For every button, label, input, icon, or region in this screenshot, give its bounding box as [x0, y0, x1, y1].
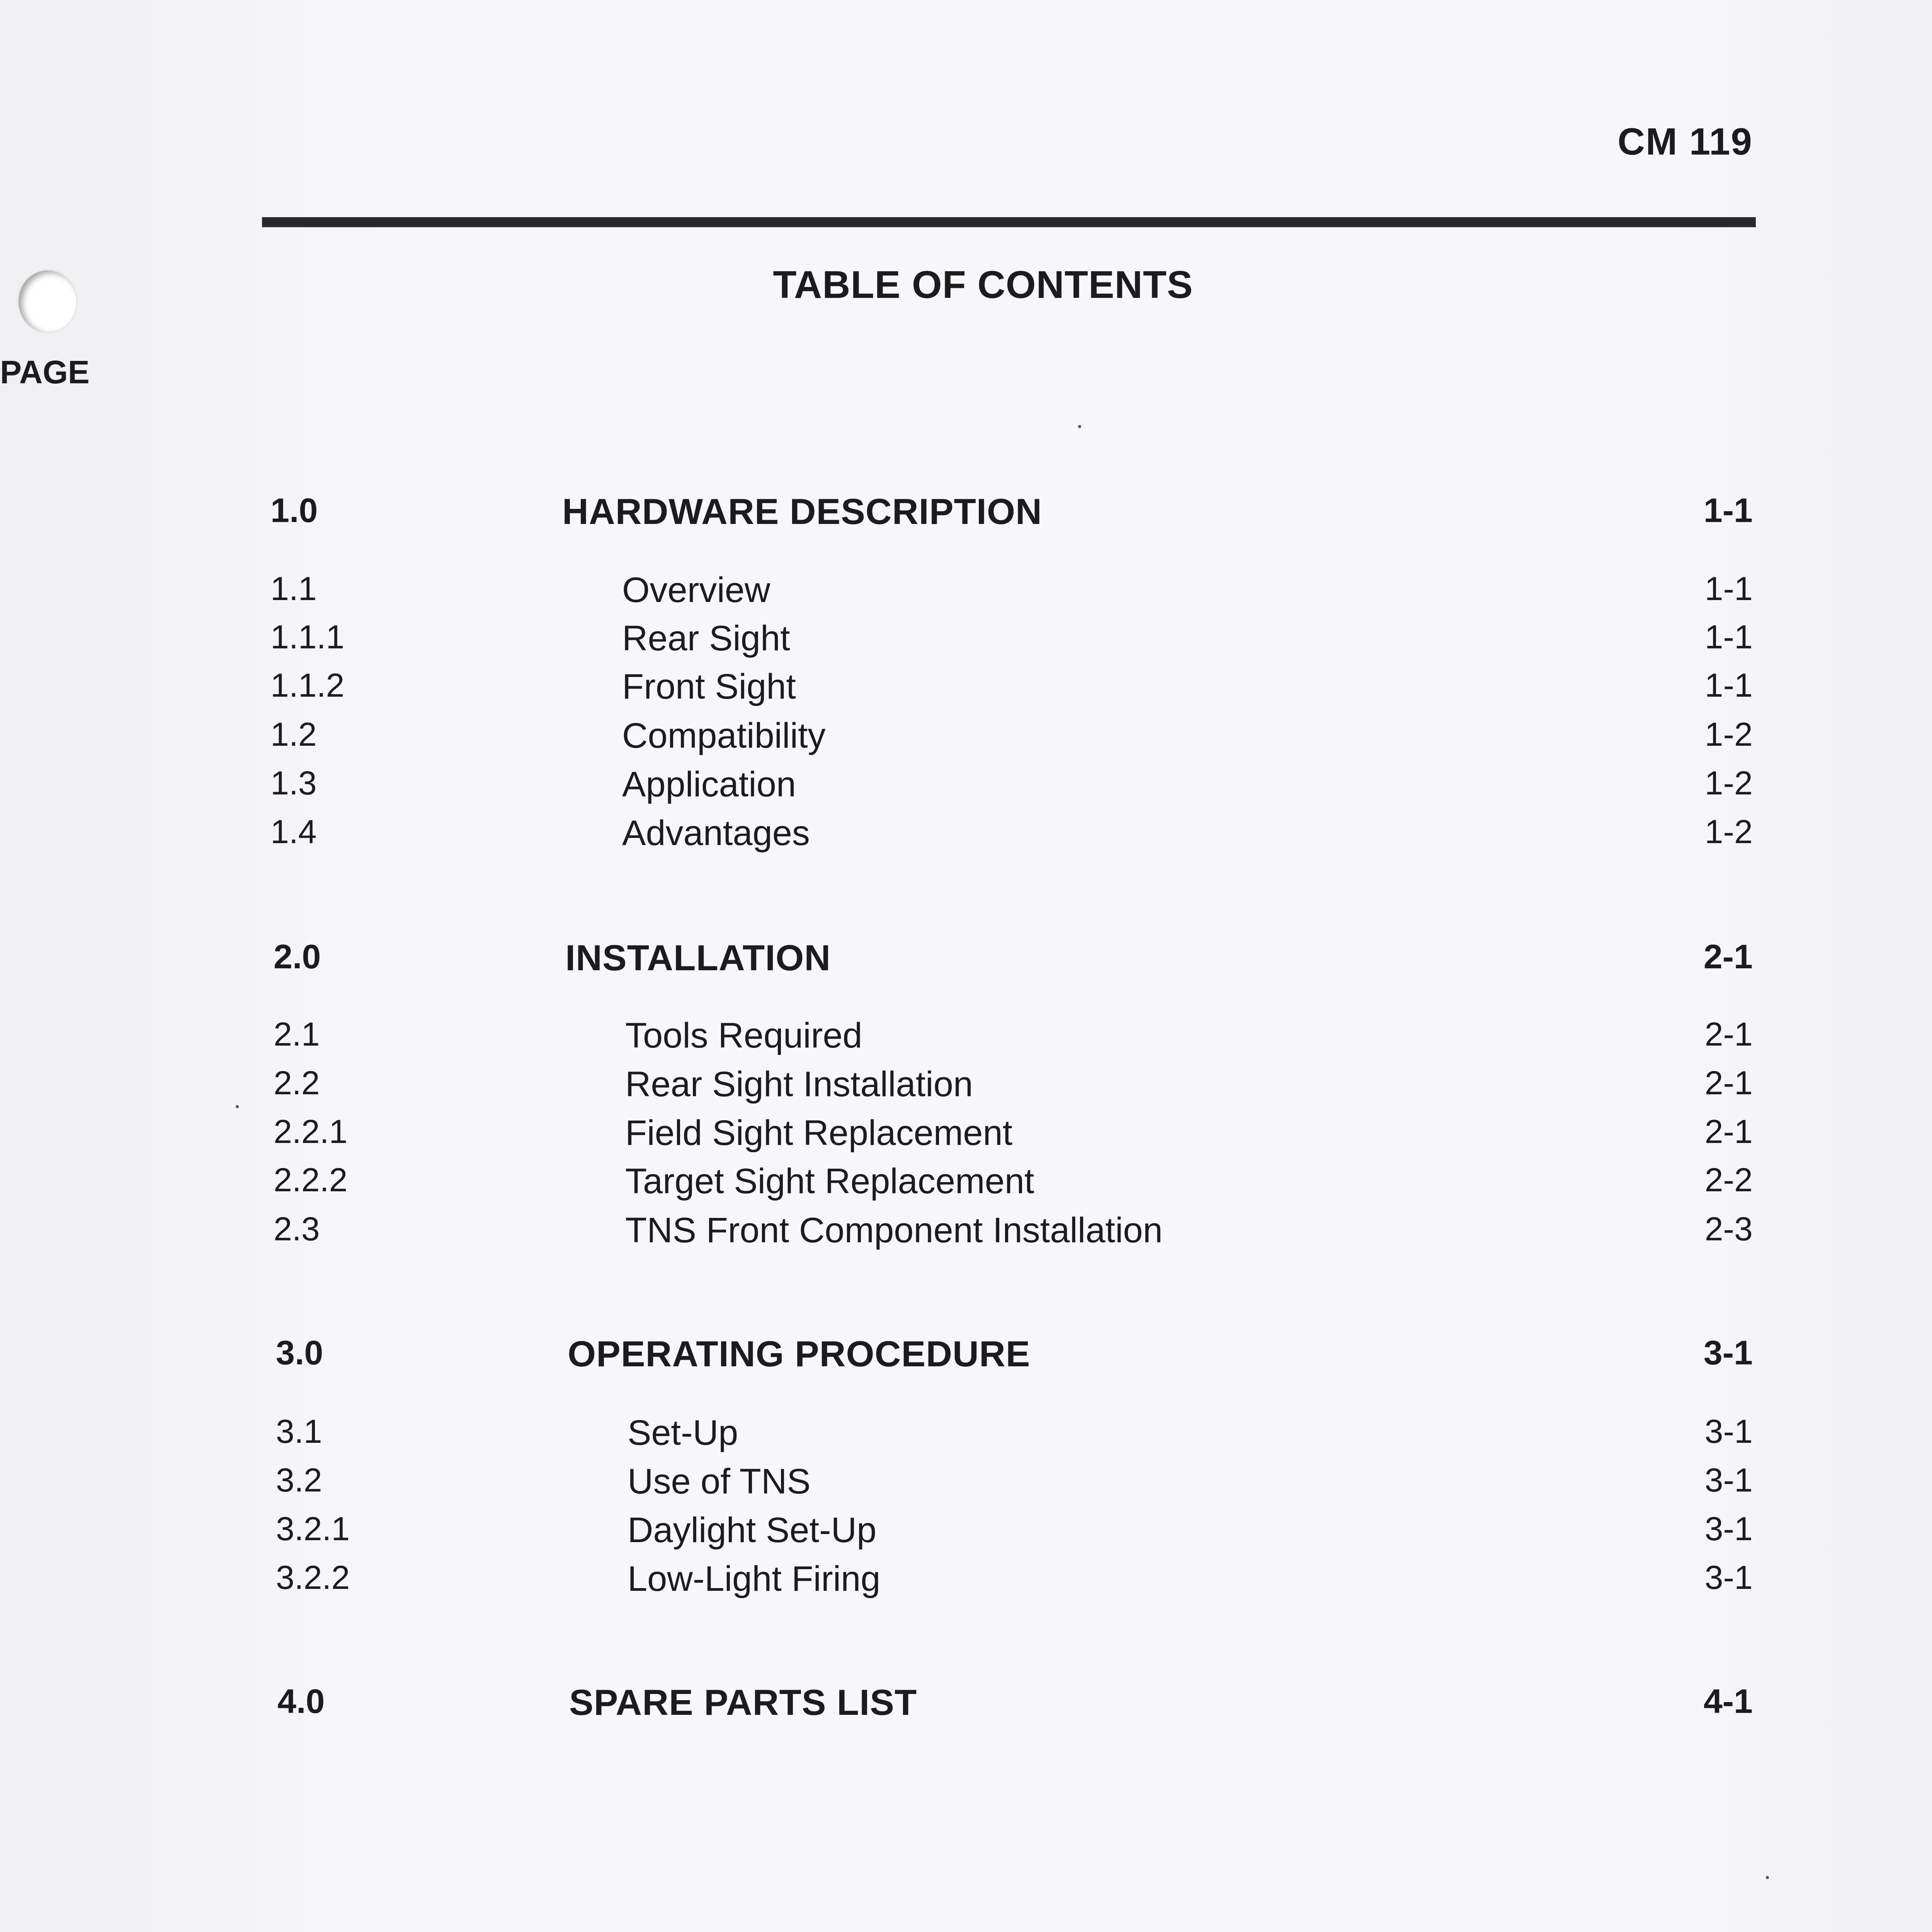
toc-page-number: 1-2 — [1704, 765, 1753, 802]
toc-title: TABLE OF CONTENTS — [773, 263, 1193, 306]
toc-title-text: Advantages — [622, 813, 810, 853]
toc-section-row — [0, 1333, 1932, 1376]
toc-number: 3.2 — [276, 1462, 322, 1499]
toc-number: 3.2.1 — [276, 1510, 350, 1548]
toc-subsection-row — [0, 1113, 1932, 1155]
toc-title-text: Overview — [622, 570, 770, 610]
toc-title-text: INSTALLATION — [565, 937, 831, 978]
toc-subsection-row — [0, 667, 1932, 709]
toc-page-number: 2-1 — [1704, 1065, 1753, 1102]
toc-title-text: Field Sight Replacement — [625, 1113, 1013, 1153]
toc-title-text: Target Sight Replacement — [625, 1162, 1034, 1201]
toc-title-text: Daylight Set-Up — [628, 1510, 877, 1550]
toc-section-row — [0, 937, 1932, 980]
toc-page-number: 2-2 — [1704, 1162, 1753, 1199]
scan-speck — [236, 1105, 239, 1108]
toc-number: 4.0 — [277, 1682, 325, 1720]
toc-subsection-row — [0, 764, 1932, 807]
toc-page-number: 3-1 — [1704, 1413, 1753, 1450]
toc-number: 1.1 — [270, 570, 317, 607]
toc-subsection-row — [0, 1210, 1932, 1253]
page-column-header: PAGE — [0, 354, 1932, 1932]
scan-speck — [1078, 425, 1081, 428]
toc-section-row — [0, 1682, 1932, 1724]
toc-page-number: 1-2 — [1704, 716, 1753, 753]
toc-page-number: 2-3 — [1704, 1211, 1753, 1248]
toc-subsection-row — [0, 1015, 1932, 1058]
toc-number: 2.0 — [274, 937, 321, 976]
toc-number: 1.1.2 — [270, 667, 345, 704]
toc-page-number: 3-1 — [1703, 1333, 1753, 1372]
toc-subsection-row — [0, 813, 1932, 855]
toc-number: 2.3 — [274, 1211, 320, 1248]
toc-number: 1.3 — [270, 765, 317, 802]
toc-number: 2.2.2 — [274, 1162, 348, 1199]
toc-subsection-row — [0, 570, 1932, 612]
toc-title-text: Compatibility — [622, 716, 826, 755]
toc-number: 3.1 — [276, 1413, 322, 1450]
toc-title-text: Application — [622, 765, 796, 804]
toc-number: 2.1 — [274, 1016, 320, 1053]
toc-number: 3.0 — [276, 1333, 323, 1372]
toc-title-text: Front Sight — [622, 667, 796, 706]
toc-number: 1.0 — [270, 491, 318, 529]
toc-subsection-row — [0, 618, 1932, 661]
toc-number: 1.1.1 — [270, 619, 345, 656]
toc-title-text: OPERATING PROCEDURE — [568, 1333, 1031, 1374]
toc-title-text: Set-Up — [628, 1413, 738, 1452]
document-id: CM 119 — [1617, 120, 1753, 163]
toc-title-text: TNS Front Component Installation — [625, 1211, 1163, 1250]
toc-subsection-row — [0, 1510, 1932, 1553]
toc-title-text: Tools Required — [625, 1016, 862, 1055]
toc-page-number: 1-1 — [1704, 619, 1753, 656]
toc-subsection-row — [0, 1161, 1932, 1204]
toc-title-text: SPARE PARTS LIST — [569, 1682, 917, 1723]
toc-subsection-row — [0, 1559, 1932, 1601]
scan-speck — [1766, 1876, 1769, 1879]
toc-section-row — [0, 491, 1932, 533]
header-rule — [262, 217, 1756, 227]
toc-page-number: 1-1 — [1704, 570, 1753, 607]
toc-page-number: 1-1 — [1704, 667, 1753, 704]
toc-title-text: Low-Light Firing — [628, 1559, 881, 1599]
toc-number: 1.4 — [270, 813, 317, 850]
toc-number: 1.2 — [270, 716, 317, 753]
toc-page-number: 3-1 — [1704, 1510, 1753, 1548]
toc-number: 2.2.1 — [274, 1113, 348, 1150]
toc-page-number: 3-1 — [1704, 1462, 1753, 1499]
toc-title-text: Rear Sight — [622, 619, 790, 658]
toc-number: 3.2.2 — [276, 1559, 350, 1596]
toc-page-number: 1-1 — [1703, 491, 1753, 529]
toc-subsection-row — [0, 716, 1932, 758]
toc-page-number: 2-1 — [1703, 937, 1753, 976]
toc-title-text: HARDWARE DESCRIPTION — [562, 491, 1043, 532]
toc-number: 2.2 — [274, 1065, 320, 1102]
toc-title-text: Use of TNS — [628, 1462, 811, 1501]
toc-title-text: Rear Sight Installation — [625, 1065, 973, 1104]
toc-subsection-row — [0, 1064, 1932, 1107]
toc-subsection-row — [0, 1413, 1932, 1455]
toc-page-number: 2-1 — [1704, 1016, 1753, 1053]
toc-subsection-row — [0, 1461, 1932, 1504]
toc-page-number: 1-2 — [1704, 813, 1753, 850]
toc-page-number: 4-1 — [1703, 1682, 1753, 1720]
toc-page-number: 2-1 — [1704, 1113, 1753, 1150]
toc-page-number: 3-1 — [1704, 1559, 1753, 1596]
